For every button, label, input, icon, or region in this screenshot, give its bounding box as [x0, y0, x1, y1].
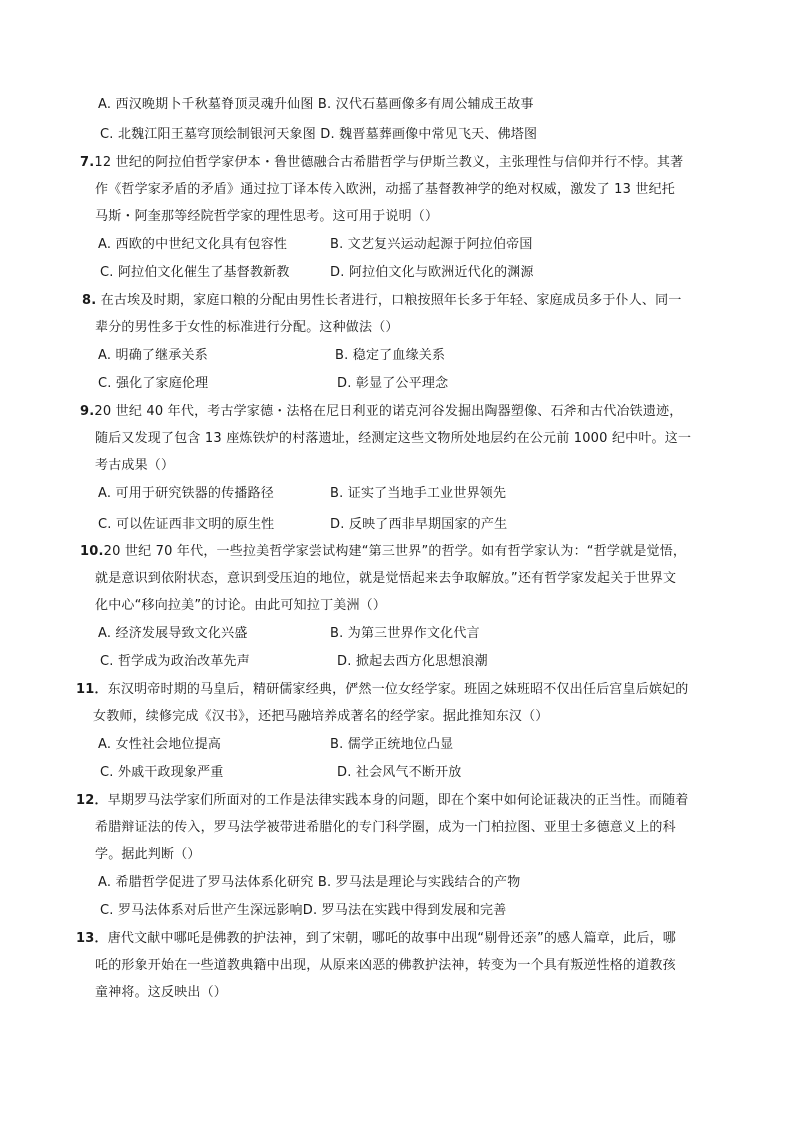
q7-stem-line-1 [80, 153, 683, 173]
q12-option-a[interactable]: A. 希腊哲学促进了罗马法体系化研究 [98, 875, 314, 890]
q8-text-1: 在古埃及时期，家庭口粮的分配由男性长者进行，口粮按照年长多于年轻、家庭成员多于仆人、同一 [100, 293, 682, 308]
q12-stem-line-1 [76, 791, 689, 811]
q12-option-a-b [98, 873, 520, 893]
q10-option-c[interactable]: C. 哲学成为政治改革先声 [100, 654, 250, 669]
q7-option-d[interactable]: D. 阿拉伯文化与欧洲近代化的渊源 [330, 265, 534, 280]
q8-number: 8. [82, 293, 97, 308]
q10-option-a[interactable]: A. 经济发展导致文化兴盛 [98, 626, 248, 641]
q7-stem-line-2: 作《哲学家矛盾的矛盾》通过拉丁译本传入欧洲，动摇了基督教神学的绝对权威，激发了 13 世纪托 [95, 182, 676, 197]
q7-text-1: 12 世纪的阿拉伯哲学家伊本・鲁世德融合古希腊哲学与伊斯兰教义，主张理性与信仰并行不悖。其著 [94, 155, 684, 170]
q6-option-c[interactable]: C. 北魏江阳王墓穹顶绘制银河天象图 [100, 127, 316, 142]
q11-text-1: 东汉明帝时期的马皇后，精研儒家经典，俨然一位女经学家。班固之妹班昭不仅出任后宫皇后嫔妃的 [107, 682, 689, 697]
q6-option-d[interactable]: D. 魏晋墓葬画像中常见飞天、佛塔图 [320, 127, 538, 142]
q9-text-1: 20 世纪 40 年代，考古学家德・法格在尼日利亚的诺克河谷发掘出陶器塑像、石斧和古代冶铁遗迹， [94, 404, 683, 419]
q13-number: 13． [76, 931, 108, 946]
q12-option-d[interactable]: D. 罗马法在实践中得到发展和完善 [302, 903, 507, 918]
q13-stem-line-1 [76, 929, 676, 949]
q12-number: 12． [76, 793, 108, 808]
q10-stem-line-2: 就是意识到依附状态，意识到受压迫的地位，就是觉悟起来去争取解放。”还有哲学家发起关于世界文 [95, 571, 677, 586]
q11-option-c[interactable]: C. 外戚干政现象严重 [100, 765, 224, 780]
q12-option-c[interactable]: C. 罗马法体系对后世产生深远影响 [100, 903, 303, 918]
q10-stem-line-1 [80, 542, 686, 562]
q10-text-1: 20 世纪 70 年代，一些拉美哲学家尝试构建“第三世界”的哲学。如有哲学家认为：“哲学就是觉悟， [103, 544, 687, 559]
q7-option-c[interactable]: C. 阿拉伯文化催生了基督教新教 [100, 265, 290, 280]
q9-option-c[interactable]: C. 可以佐证西非文明的原生性 [98, 517, 275, 532]
q12-option-b[interactable]: B. 罗马法是理论与实践结合的产物 [317, 875, 521, 890]
q6-option-c-d [100, 125, 537, 145]
q9-option-b[interactable]: B. 证实了当地手工业世界领先 [330, 486, 507, 501]
q7-number: 7. [80, 155, 95, 170]
q7-option-b[interactable]: B. 文艺复兴运动起源于阿拉伯帝国 [330, 237, 533, 252]
q9-option-a[interactable]: A. 可用于研究铁器的传播路径 [98, 486, 274, 501]
q10-number: 10. [80, 544, 104, 559]
q6-option-a-b [98, 95, 534, 115]
q9-number: 9. [80, 404, 95, 419]
q7-option-a[interactable]: A. 西欧的中世纪文化具有包容性 [98, 237, 288, 252]
q11-option-a[interactable]: A. 女性社会地位提高 [98, 737, 222, 752]
q12-stem-line-3: 学。据此判断（） [95, 847, 201, 862]
q11-stem-line-1 [76, 680, 689, 700]
q13-stem-line-3: 童神将。这反映出（） [95, 985, 228, 1000]
q9-stem-line-2: 随后又发现了包含 13 座炼铁炉的村落遗址，经测定这些文物所处地层约在公元前 1000 纪中叶。这一 [95, 431, 692, 446]
q8-option-b[interactable]: B. 稳定了血缘关系 [335, 348, 446, 363]
q11-option-b[interactable]: B. 儒学正统地位凸显 [330, 737, 454, 752]
q6-option-b[interactable]: B. 汉代石墓画像多有周公辅成王故事 [317, 97, 534, 112]
q8-option-c[interactable]: C. 强化了家庭伦理 [98, 376, 209, 391]
q8-option-a[interactable]: A. 明确了继承关系 [98, 348, 208, 363]
q7-stem-line-3: 马斯・阿奎那等经院哲学家的理性思考。这可用于说明（） [95, 209, 439, 224]
q10-option-d[interactable]: D. 掀起去西方化思想浪潮 [337, 654, 488, 669]
q11-stem-line-2: 女教师，续修完成《汉书》，还把马融培养成著名的经学家。据此推知东汉（） [93, 709, 549, 724]
q9-stem-line-1 [80, 402, 682, 422]
q13-text-1: 唐代文献中哪吒是佛教的护法神，到了宋朝，哪吒的故事中出现“剔骨还亲”的感人篇章，此后，哪 [107, 931, 676, 946]
q8-stem-line-1 [82, 291, 682, 311]
q9-stem-line-3: 考古成果（） [95, 458, 175, 473]
q10-option-b[interactable]: B. 为第三世界作文化代言 [330, 626, 480, 641]
q13-stem-line-2: 吒的形象开始在一些道教典籍中出现，从原来凶恶的佛教护法神，转变为一个具有叛逆性格的道教孩 [95, 958, 676, 973]
q12-stem-line-2: 希腊辩证法的传入，罗马法学被带进希腊化的专门科学圈，成为一门柏拉图、亚里士多德意义上的科 [95, 820, 676, 835]
q8-option-d[interactable]: D. 彰显了公平理念 [337, 376, 449, 391]
q11-number: 11． [76, 682, 108, 697]
q12-option-c-d [100, 901, 506, 921]
q10-stem-line-3: 化中心“移向拉美”的讨论。由此可知拉丁美洲（） [95, 598, 387, 613]
q6-option-a[interactable]: A. 西汉晚期卜千秋墓脊顶灵魂升仙图 [98, 97, 314, 112]
q9-option-d[interactable]: D. 反映了西非早期国家的产生 [330, 517, 508, 532]
q8-stem-line-2: 辈分的男性多于女性的标准进行分配。这种做法（） [95, 320, 399, 335]
q12-text-1: 早期罗马法学家们所面对的工作是法律实践本身的问题，即在个案中如何论证裁决的正当性。而随着 [107, 793, 689, 808]
q11-option-d[interactable]: D. 社会风气不断开放 [337, 765, 462, 780]
